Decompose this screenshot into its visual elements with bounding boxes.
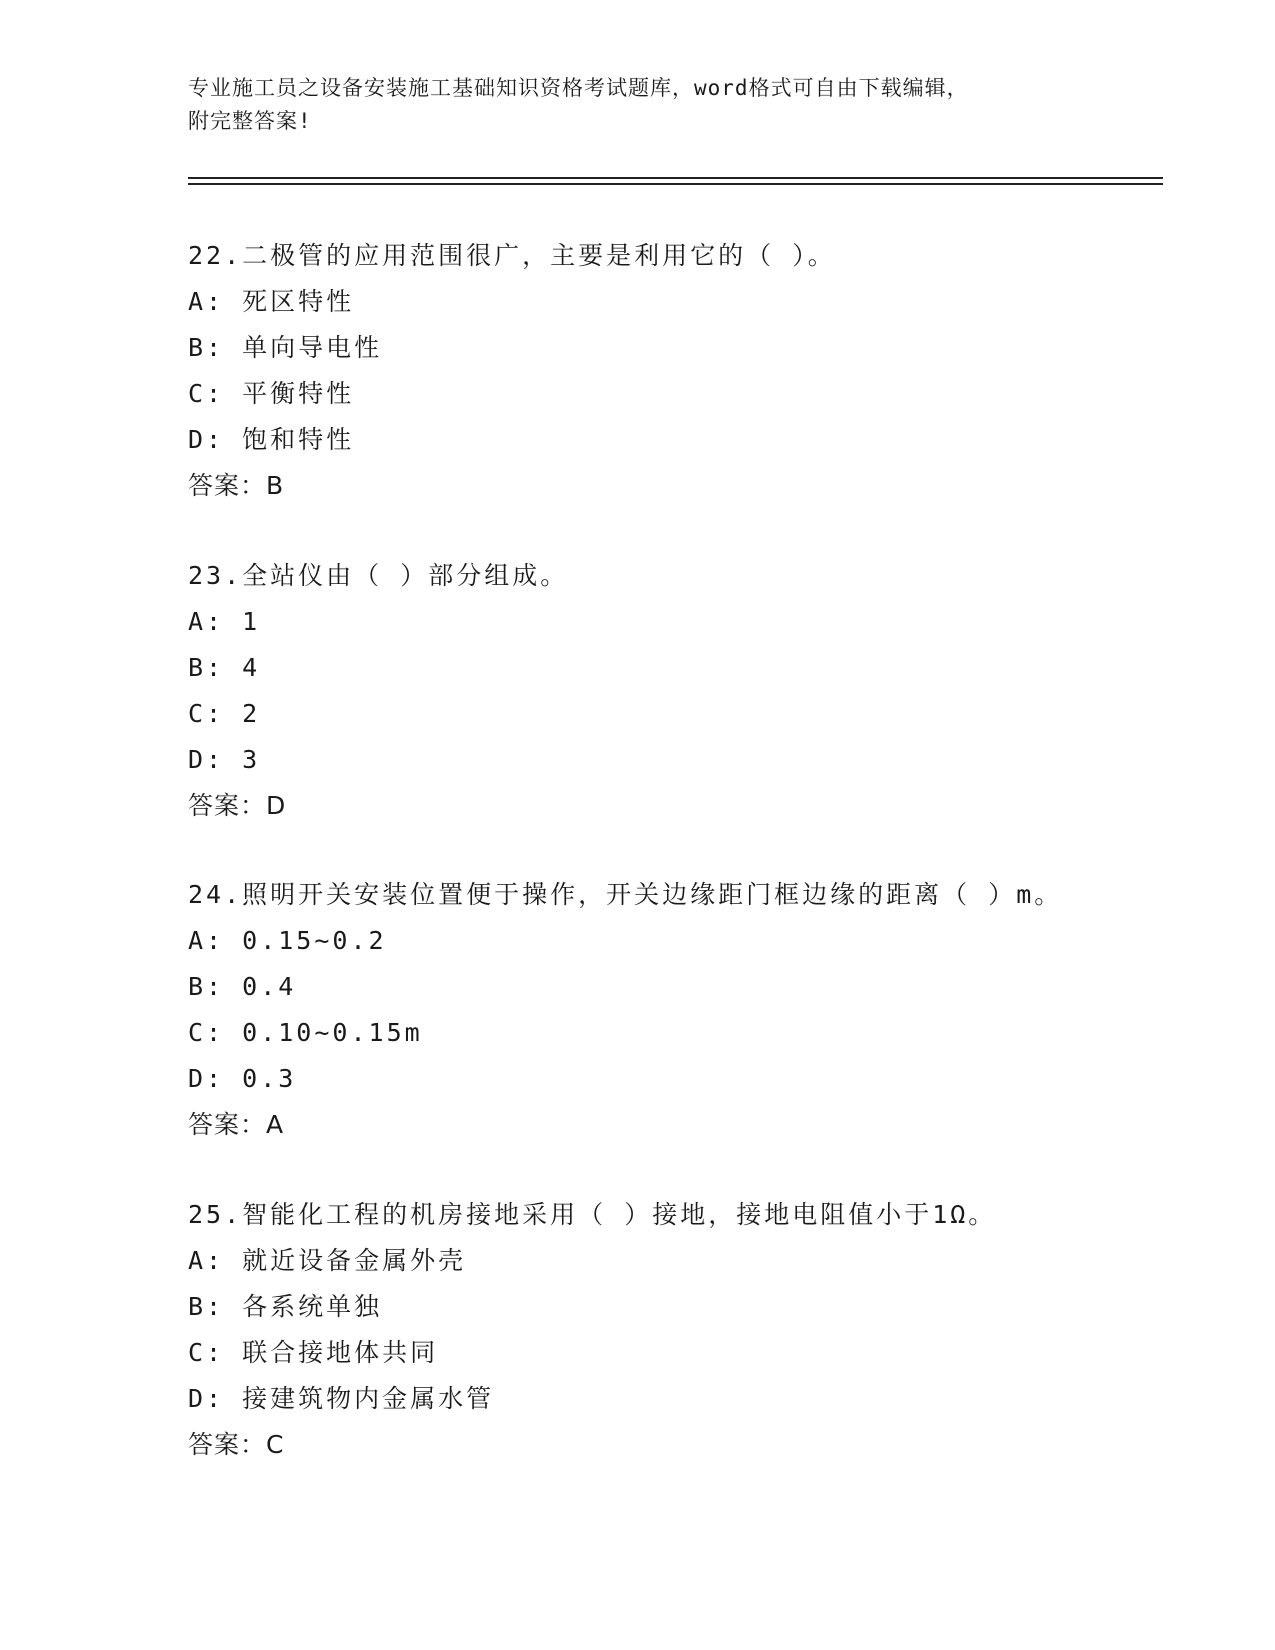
question-text: 24.照明开关安装位置便于操作，开关边缘距门框边缘的距离（ ）m。 xyxy=(188,880,1063,909)
header-divider-top xyxy=(188,177,1163,179)
header-line-1: 专业施工员之设备安装施工基础知识资格考试题库，word格式可自由下载编辑， xyxy=(188,76,969,100)
option-a: A: 死区特性 xyxy=(188,287,355,316)
option-b: B: 各系统单独 xyxy=(188,1292,383,1321)
option-b: B: 0.4 xyxy=(188,972,297,1001)
option-c: C: 联合接地体共同 xyxy=(188,1338,439,1367)
question-23 xyxy=(188,553,1188,829)
option-b: B: 单向导电性 xyxy=(188,333,383,362)
option-c: C: 0.10~0.15m xyxy=(188,1018,423,1047)
question-25 xyxy=(188,1192,1188,1468)
option-a: A: 就近设备金属外壳 xyxy=(188,1246,467,1275)
option-c: C: 平衡特性 xyxy=(188,379,355,408)
question-text: 22.二极管的应用范围很广，主要是利用它的（ ）。 xyxy=(188,241,836,270)
question-text: 25.智能化工程的机房接地采用（ ）接地，接地电阻值小于1Ω。 xyxy=(188,1200,997,1229)
option-d: D: 0.3 xyxy=(188,1064,297,1093)
header-line-2: 附完整答案! xyxy=(188,109,312,133)
option-a: A: 0.15~0.2 xyxy=(188,926,387,955)
answer-line: 答案：D xyxy=(188,791,287,820)
header-divider-bottom xyxy=(188,183,1163,185)
question-text: 23.全站仪由（ ）部分组成。 xyxy=(188,561,569,590)
question-22 xyxy=(188,233,1188,509)
option-d: D: 3 xyxy=(188,745,261,774)
document-header xyxy=(188,72,1088,138)
option-b: B: 4 xyxy=(188,653,261,682)
option-d: D: 饱和特性 xyxy=(188,425,355,454)
option-a: A: 1 xyxy=(188,607,261,636)
option-d: D: 接建筑物内金属水管 xyxy=(188,1384,495,1413)
option-c: C: 2 xyxy=(188,699,261,728)
answer-line: 答案：A xyxy=(188,1110,285,1139)
question-24 xyxy=(188,872,1188,1148)
answer-line: 答案：C xyxy=(188,1430,285,1459)
answer-line: 答案：B xyxy=(188,471,285,500)
